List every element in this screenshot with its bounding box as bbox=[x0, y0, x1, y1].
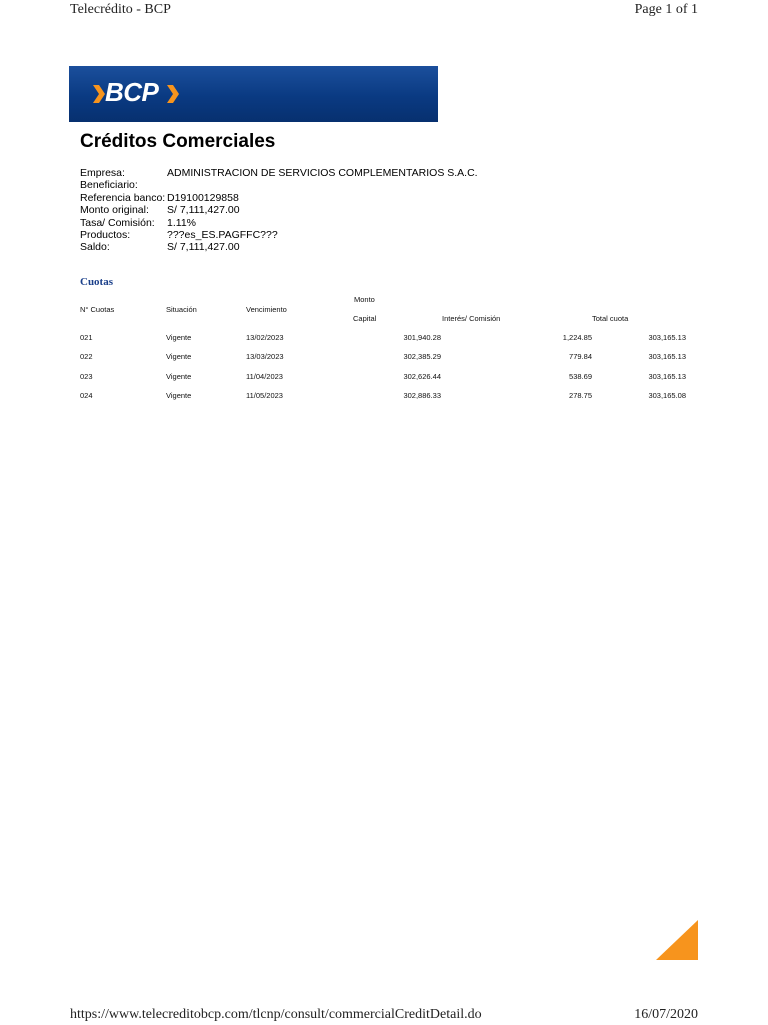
header-monto: Monto bbox=[354, 295, 375, 304]
cell-total: 303,165.13 bbox=[648, 352, 686, 362]
print-page-title: Telecrédito - BCP bbox=[70, 2, 171, 17]
cell-interes: 779.84 bbox=[569, 352, 592, 362]
cell-situacion: Vigente bbox=[166, 371, 192, 381]
cell-situacion: Vigente bbox=[166, 352, 192, 362]
cuotas-section-title: Cuotas bbox=[80, 276, 114, 288]
cell-vencimiento: 11/04/2023 bbox=[246, 371, 283, 381]
cell-vencimiento: 11/05/2023 bbox=[246, 390, 283, 400]
cell-n-cuota: 023 bbox=[80, 371, 93, 381]
detail-value: D19100129858 bbox=[167, 191, 239, 204]
cell-vencimiento: 13/03/2023 bbox=[246, 352, 284, 362]
header-vencimiento: Vencimiento bbox=[246, 305, 287, 314]
print-url: https://www.telecreditobcp.com/tlcnp/consult/commercialCreditDetail.do bbox=[70, 1007, 482, 1022]
header-capital: Capital bbox=[353, 314, 377, 323]
detail-value: 1.11% bbox=[167, 216, 196, 229]
print-date: 16/07/2020 bbox=[634, 1007, 698, 1022]
header-total-cuota: Total cuota bbox=[592, 314, 629, 323]
header-n-cuotas: N° Cuotas bbox=[80, 305, 115, 314]
cell-n-cuota: 022 bbox=[80, 352, 93, 362]
detail-label: Saldo: bbox=[80, 241, 110, 254]
cell-capital: 302,886.33 bbox=[403, 390, 441, 400]
detail-label: Tasa/ Comisión: bbox=[80, 216, 155, 229]
detail-label: Beneficiario: bbox=[80, 179, 138, 192]
cell-n-cuota: 021 bbox=[80, 333, 93, 342]
cell-total: 303,165.13 bbox=[648, 371, 686, 381]
print-header bbox=[70, 2, 698, 20]
cell-n-cuota: 024 bbox=[80, 390, 93, 400]
header-interes-comision: Interés/ Comisión bbox=[442, 314, 501, 323]
detail-label: Referencia banco: bbox=[80, 191, 166, 204]
bcp-logo-text: BCP bbox=[105, 77, 159, 107]
detail-value: ???es_ES.PAGFFC??? bbox=[167, 228, 278, 241]
corner-triangle-decoration bbox=[656, 920, 698, 960]
cell-interes: 538.69 bbox=[569, 371, 592, 381]
cell-vencimiento: 13/02/2023 bbox=[246, 333, 284, 342]
chevron-right-icon bbox=[165, 81, 181, 107]
cell-capital: 301,940.28 bbox=[403, 333, 441, 342]
detail-value: S/ 7,111,427.00 bbox=[167, 241, 240, 254]
header-situacion: Situación bbox=[166, 305, 197, 314]
page-title: Créditos Comerciales bbox=[80, 131, 276, 152]
detail-value: S/ 7,111,427.00 bbox=[167, 204, 240, 217]
print-page-count: Page 1 of 1 bbox=[634, 2, 698, 17]
print-footer bbox=[70, 1007, 698, 1025]
cell-situacion: Vigente bbox=[166, 390, 192, 400]
detail-label: Productos: bbox=[80, 228, 131, 241]
detail-value: ADMINISTRACION DE SERVICIOS COMPLEMENTARIOS S.A.C. bbox=[167, 167, 478, 179]
cell-interes: 1,224.85 bbox=[562, 333, 592, 342]
bcp-logo-banner bbox=[69, 66, 438, 122]
cell-capital: 302,626.44 bbox=[403, 371, 441, 381]
detail-label: Monto original: bbox=[80, 204, 149, 217]
cell-capital: 302,385.29 bbox=[403, 352, 441, 362]
cell-total: 303,165.13 bbox=[648, 333, 686, 342]
cell-total: 303,165.08 bbox=[648, 390, 686, 400]
cell-situacion: Vigente bbox=[166, 333, 192, 342]
cell-interes: 278.75 bbox=[569, 390, 592, 400]
detail-label: Empresa: bbox=[80, 167, 125, 179]
